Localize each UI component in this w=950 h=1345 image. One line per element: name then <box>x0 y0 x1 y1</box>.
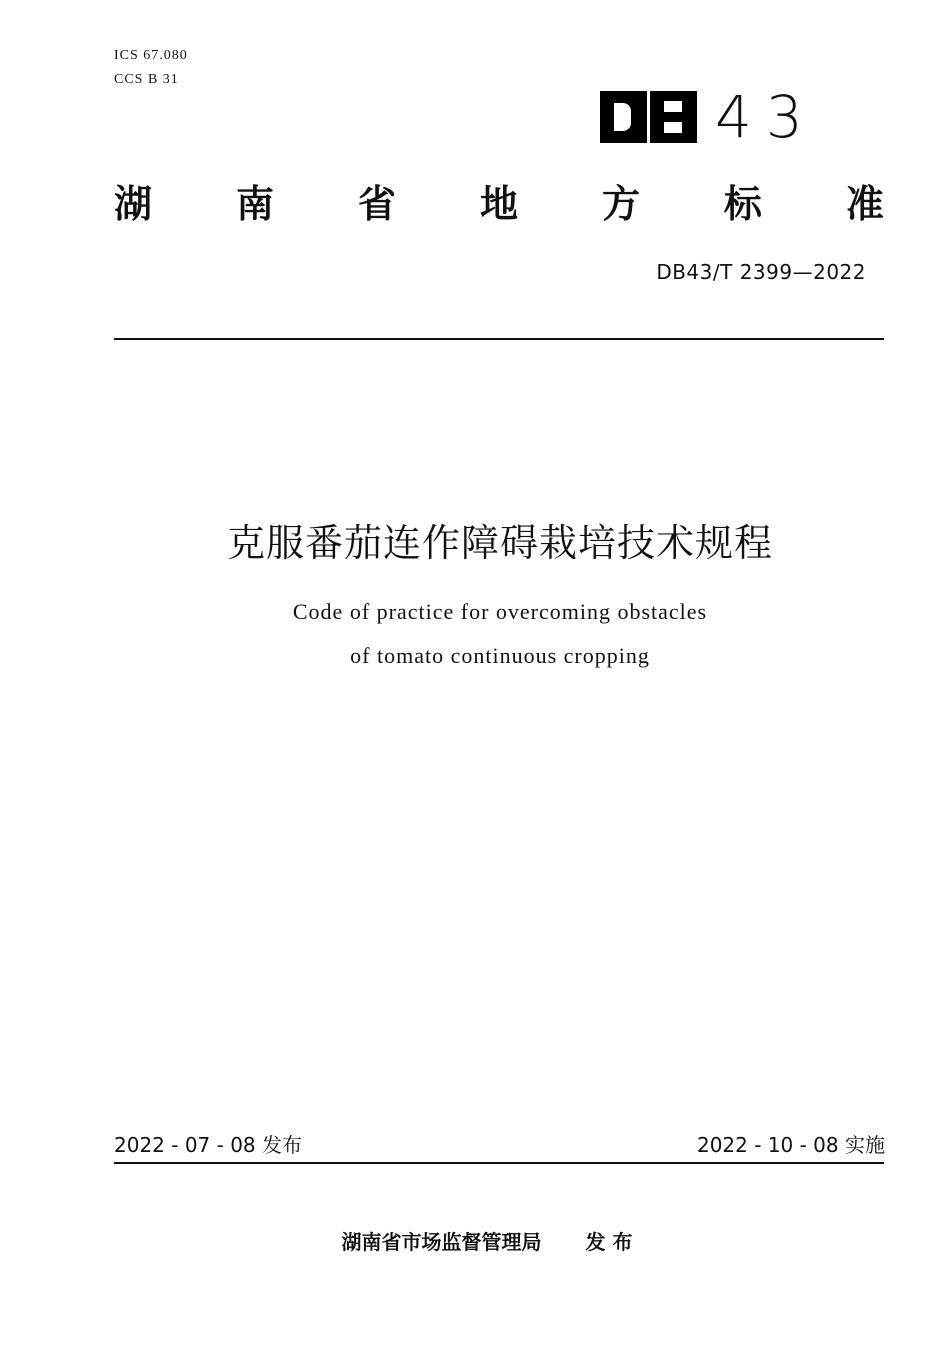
ccs-code: CCS B 31 <box>114 72 179 87</box>
footer-divider <box>114 1162 884 1164</box>
standard-kind-char: 准 <box>845 182 884 226</box>
db-logo-mark <box>600 91 697 143</box>
issue-date: 2022 - 07 - 08 发布 <box>114 1133 303 1157</box>
standard-kind-char: 湖 <box>114 182 153 226</box>
standard-kind-heading <box>114 176 884 232</box>
standard-number: DB43/T 2399—2022 <box>656 260 866 284</box>
issuer-action: 发 布 <box>585 1230 633 1254</box>
ics-code: ICS 67.080 <box>114 48 188 63</box>
standard-kind-char: 地 <box>479 182 518 226</box>
standard-kind-char: 省 <box>357 182 396 226</box>
db-letter-d-glyph <box>600 91 647 143</box>
title-english-line-2: of tomato continuous cropping <box>350 643 650 668</box>
standard-kind-char: 方 <box>601 182 640 226</box>
region-code: 43 <box>715 83 817 151</box>
standard-kind-char: 标 <box>723 182 762 226</box>
issuer-line <box>0 1227 950 1257</box>
title-english-line-1: Code of practice for overcoming obstacles <box>292 599 708 624</box>
standard-kind-char: 南 <box>235 182 274 226</box>
issuer-name: 湖南省市场监督管理局 <box>341 1230 542 1254</box>
db-letter-b-glyph <box>650 91 697 143</box>
header-divider <box>114 338 884 340</box>
classification-block <box>114 44 188 92</box>
db-logo <box>600 82 817 152</box>
implementation-date: 2022 - 10 - 08 实施 <box>696 1133 885 1157</box>
title-chinese: 克服番茄连作障碍栽培技术规程 <box>226 521 773 565</box>
